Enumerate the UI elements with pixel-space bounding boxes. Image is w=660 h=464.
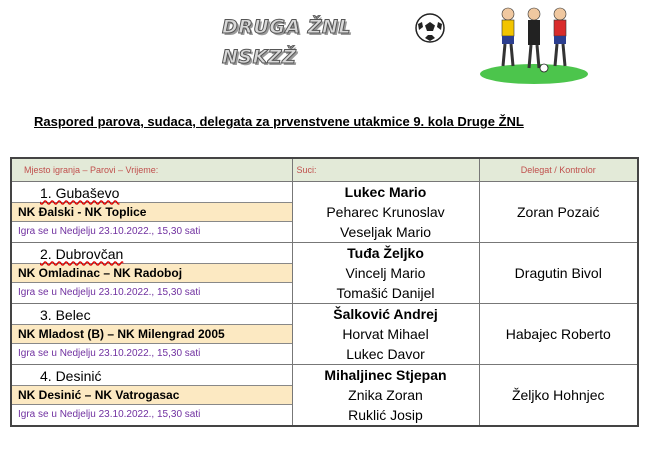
main-referee: Mihaljinec Stjepan (324, 367, 447, 383)
referees-cell (292, 182, 479, 243)
assistant-referee: Peharec Krunoslav (326, 204, 445, 220)
main-referee: Lukec Mario (344, 184, 427, 200)
match-location: 3. Belec (12, 306, 292, 325)
delegate-cell: Dragutin Bivol (479, 243, 638, 304)
match-location: 4. Desinić (12, 367, 292, 386)
match-cell (11, 304, 292, 365)
match-cell (11, 243, 292, 304)
assistant-referee: Vincelj Mario (345, 265, 426, 281)
table-row (11, 243, 638, 304)
assistant-referee: Veseljak Mario (339, 224, 432, 240)
delegate-cell: Habajec Roberto (479, 304, 638, 365)
main-referee: Šalković Andrej (333, 306, 438, 322)
col-header-referees: Suci: (292, 158, 479, 182)
schedule-subtitle: Raspored parova, sudaca, delegata za prvenstvene utakmice 9. kola Druge ŽNL (34, 114, 524, 129)
football-players-icon (478, 4, 590, 86)
table-row (11, 365, 638, 427)
referees-cell (292, 304, 479, 365)
delegate-cell: Zoran Pozaić (479, 182, 638, 243)
match-cell (11, 182, 292, 243)
table-row (11, 304, 638, 365)
delegate-cell: Željko Hohnjec (479, 365, 638, 427)
referees-cell (292, 243, 479, 304)
assistant-referee: Horvat Mihael (342, 326, 429, 342)
match-teams: NK Mladost (B) – NK Milengrad 2005 (12, 325, 292, 344)
document-header (0, 0, 660, 90)
assistant-referee: Tomašić Danijel (336, 285, 435, 301)
table-row (11, 182, 638, 243)
match-time: Igra se u Nedjelju 23.10.2022., 15,30 sati (18, 286, 201, 298)
main-referee: Tuđa Željko (347, 245, 424, 261)
match-teams: NK Desinić – NK Vatrogasac (12, 386, 292, 405)
assistant-referee: Lukec Davor (346, 346, 425, 362)
match-location: 2. Dubrovčan (12, 245, 292, 264)
assistant-referee: Znika Zoran (348, 387, 423, 403)
schedule-table (10, 157, 639, 427)
match-time: Igra se u Nedjelju 23.10.2022., 15,30 sati (18, 347, 201, 359)
referees-cell (292, 365, 479, 427)
match-teams: NK Đalski - NK Toplice (12, 203, 292, 222)
col-header-delegate: Delegat / Kontrolor (479, 158, 638, 182)
match-location: 1. Gubaševo (12, 184, 292, 203)
table-header-row (11, 158, 638, 182)
match-cell (11, 365, 292, 427)
assistant-referee: Ruklić Josip (348, 407, 423, 423)
soccer-ball-icon (414, 12, 446, 44)
match-time: Igra se u Nedjelju 23.10.2022., 15,30 sati (18, 408, 201, 420)
col-header-venue: Mjesto igranja – Parovi – Vrijeme: (11, 158, 292, 182)
match-teams: NK Omladinac – NK Radoboj (12, 264, 292, 283)
match-time: Igra se u Nedjelju 23.10.2022., 15,30 sati (18, 225, 201, 237)
league-title: DRUGA ŽNL NSKZŽ (222, 16, 352, 68)
